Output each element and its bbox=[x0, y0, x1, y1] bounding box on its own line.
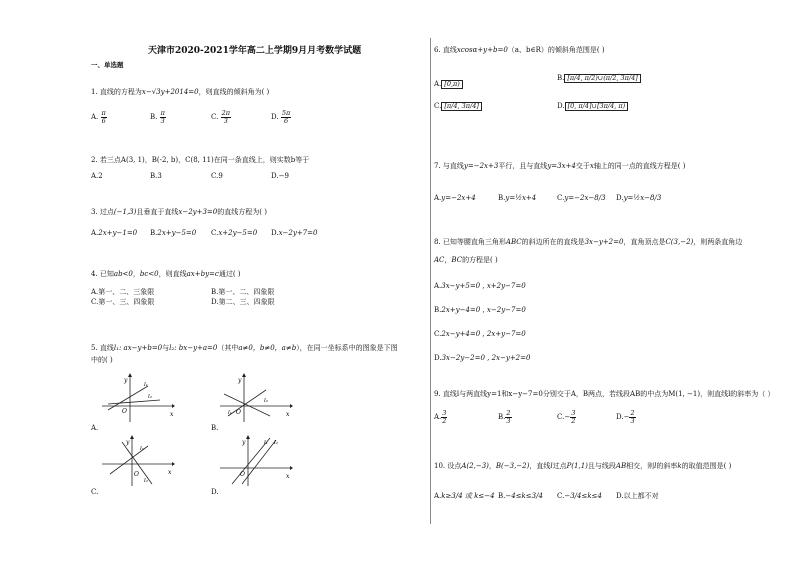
q10-option-b[interactable]: B.−4≤k≤3/4 bbox=[498, 492, 543, 500]
q1-option-a[interactable]: A. $\frac{\pi}{6}$ bbox=[91, 109, 106, 125]
q3-option-d[interactable]: D.x−2y+7=0 bbox=[271, 229, 318, 237]
q6-line: xcosα+y+b=0 bbox=[456, 46, 508, 54]
question-6: 6. 直线xcosα+y+b=0（a、b∈R）的倾斜角范围是( ) bbox=[434, 46, 605, 54]
svg-text:y: y bbox=[238, 377, 242, 384]
svg-text:x: x bbox=[168, 469, 172, 476]
q8-option-b[interactable]: B.2x+y−4=0 , x−2y−7=0 bbox=[434, 306, 526, 314]
svg-text:l₁: l₁ bbox=[140, 446, 144, 452]
origin-label: O bbox=[122, 408, 127, 415]
q1-option-d[interactable]: D. $\frac{5\pi}{6}$ bbox=[271, 109, 291, 125]
q5-stem-end: 中的( ) bbox=[91, 356, 113, 364]
q2-option-b[interactable]: B.3 bbox=[150, 172, 162, 180]
q6-option-a[interactable]: A. [0,π) bbox=[434, 80, 463, 89]
q7-option-a[interactable]: A.y=−2x+4 bbox=[434, 194, 476, 202]
q6-option-c[interactable]: C. [π/4, 3π/4] bbox=[434, 102, 482, 111]
q6-option-b[interactable]: B. [π/4, π/2)∪(π/2, 3π/4] bbox=[557, 74, 641, 83]
page-title: 天津市2020-2021学年高二上学期9月月考数学试题 bbox=[148, 46, 362, 56]
column-divider bbox=[430, 38, 431, 524]
svg-text:y: y bbox=[242, 439, 246, 446]
q7-option-d[interactable]: D.y=½x−8/3 bbox=[616, 194, 662, 202]
question-7: 7. 与直线y=−2x+3平行，且与直线y=3x+4交于x轴上的同一点的直线方程是( ) bbox=[434, 162, 686, 170]
question-3: 3. 过点(−1,3)且垂直于直线x−2y+3=0的直线方程为( ) bbox=[91, 208, 267, 216]
q3-option-b[interactable]: B.2x+y−5=0 bbox=[150, 229, 197, 237]
svg-text:l₂: l₂ bbox=[274, 440, 278, 446]
q8-stem-end: AC，BC的方程是( ) bbox=[434, 256, 498, 264]
q5-line-1: l₁: ax−y+b=0 bbox=[113, 344, 163, 352]
svg-text:O: O bbox=[134, 471, 139, 478]
q5-graph-b[interactable] bbox=[218, 372, 293, 424]
q1-option-c[interactable]: C. $\frac{2\pi}{3}$ bbox=[211, 109, 230, 125]
svg-text:O: O bbox=[236, 409, 241, 416]
svg-text:x: x bbox=[286, 473, 290, 480]
q4-option-d[interactable]: D.第二、三、四象限 bbox=[211, 298, 275, 306]
x-axis-label: x bbox=[170, 411, 174, 418]
question-4: 4. 已知ab<0，bc<0，则直线ax+by=c通过( ) bbox=[91, 270, 241, 278]
q10-option-a[interactable]: A.k≥3/4 或 k≤−4 bbox=[434, 492, 495, 500]
question-9: 9. 直线l与两直线y=1和x−y−7=0分别交于A，B两点，若线段AB的中点为M(1, −1)，则直线l的斜率为（ ） bbox=[434, 390, 775, 398]
q7-option-c[interactable]: C.y=−2x−8/3 bbox=[557, 194, 606, 202]
q6-option-d[interactable]: D. [0, π/4]∪[3π/4, π) bbox=[557, 102, 628, 111]
q5-option-c[interactable]: C. bbox=[91, 488, 99, 496]
q1-option-b[interactable]: B. $\frac{\pi}{3}$ bbox=[150, 109, 165, 125]
q5-option-b[interactable]: B. bbox=[211, 424, 219, 432]
q10-option-c[interactable]: C.−3/4≤k≤4 bbox=[557, 492, 602, 500]
q3-line: x−2y+3=0 bbox=[178, 208, 218, 216]
q9-option-b[interactable]: B. $\frac{2}{3}$ bbox=[498, 409, 511, 425]
q5-option-d[interactable]: D. bbox=[211, 488, 219, 496]
l1-label: l₁ bbox=[144, 382, 148, 388]
q5-graph-a[interactable] bbox=[100, 372, 175, 424]
q4-option-c[interactable]: C.第一、三、四象限 bbox=[91, 298, 155, 306]
q4-line: ax+by=c bbox=[186, 270, 219, 278]
q1-stem: 1. 直线的方程为 bbox=[91, 88, 142, 96]
q5-graph-d[interactable] bbox=[218, 434, 293, 488]
q2-option-c[interactable]: C.9 bbox=[211, 172, 223, 180]
q8-option-a[interactable]: A.3x−y+5=0 , x+2y−7=0 bbox=[434, 282, 526, 290]
q3-option-a[interactable]: A.2x+y−1=0 bbox=[91, 229, 138, 237]
svg-text:l₂: l₂ bbox=[144, 478, 148, 484]
svg-text:y: y bbox=[126, 439, 130, 446]
q9-option-a[interactable]: A. $\frac{3}{2}$ bbox=[434, 409, 447, 425]
question-10: 10. 设点A(2,−3)，B(−3,−2)，直线l过点P(1,1)且与线段AB相交，则l的斜率k的取值范围是( ) bbox=[434, 462, 732, 470]
q5-option-a[interactable]: A. bbox=[91, 424, 99, 432]
question-2: 2. 若三点A(3, 1)，B(-2, b)，C(8, 11)在同一条直线上，则实数b等于 bbox=[91, 156, 310, 164]
y-axis-label: y bbox=[124, 377, 128, 384]
q1-stem-end: ，则直线的倾斜角为( ) bbox=[198, 88, 270, 96]
svg-text:l₂: l₂ bbox=[264, 398, 268, 404]
q4-option-a[interactable]: A.第一、二、三象限 bbox=[91, 288, 155, 296]
section-heading: 一、单选题 bbox=[91, 61, 124, 69]
q4-option-b[interactable]: B.第一、二、四象限 bbox=[211, 288, 275, 296]
q8-option-c[interactable]: C.2x−y+4=0 , 2x+y−7=0 bbox=[434, 330, 526, 338]
q2-option-a[interactable]: A.2 bbox=[91, 172, 103, 180]
q7-option-b[interactable]: B.y=½x+4 bbox=[498, 194, 537, 202]
q9-option-c[interactable]: C.− $\frac{3}{2}$ bbox=[557, 409, 576, 425]
question-5: 5. 直线l₁: ax−y+b=0与l₂: bx−y+a=0（其中a≠0，b≠0，a≠b），在同一坐标系中的图象是下图 bbox=[91, 344, 398, 352]
svg-text:x: x bbox=[286, 411, 290, 418]
svg-text:l₁: l₁ bbox=[264, 440, 268, 446]
question-8: 8. 已知等腰直角三角形ABC的斜边所在的直线是3x−y+2=0，直角顶点是C(3,−2)，则两条直角边 bbox=[434, 238, 743, 246]
q9-option-d[interactable]: D.− $\frac{2}{3}$ bbox=[616, 409, 635, 425]
q3-option-c[interactable]: C.x+2y−5=0 bbox=[211, 229, 258, 237]
svg-text:O: O bbox=[240, 471, 245, 478]
l2-label: l₂ bbox=[148, 394, 152, 400]
q8-option-d[interactable]: D.3x−2y−2=0 , 2x−y+2=0 bbox=[434, 354, 531, 362]
q10-option-d[interactable]: D.以上都不对 bbox=[616, 492, 659, 500]
q3-point: (−1,3) bbox=[113, 208, 137, 216]
svg-text:l₁: l₁ bbox=[228, 410, 232, 416]
q1-equation: x−√3y+2014=0 bbox=[141, 88, 199, 96]
q5-graph-c[interactable] bbox=[100, 434, 175, 488]
question-1 bbox=[91, 88, 269, 96]
q2-option-d[interactable]: D.−9 bbox=[271, 172, 289, 180]
q5-line-2: l₂: bx−y+a=0 bbox=[169, 344, 218, 352]
